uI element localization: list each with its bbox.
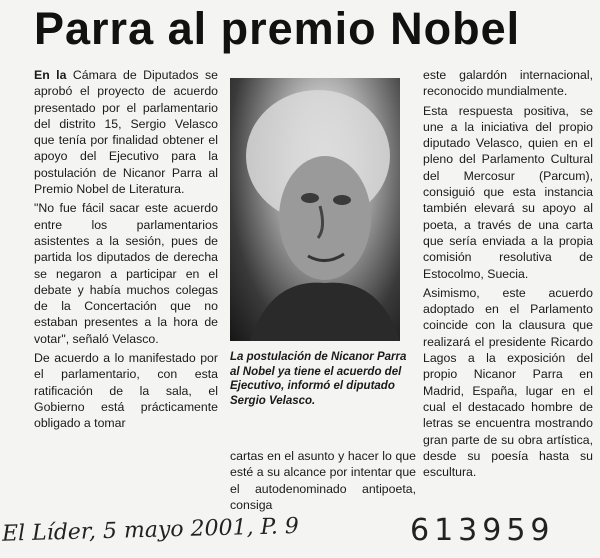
article-column-2 [230, 448, 416, 513]
paragraph: De acuerdo a lo manifestado por el parlamentario, con esta ratificación de la sala, el Gobierno está prácticamente obligado a tomar [34, 351, 218, 431]
article-column-3 [423, 67, 593, 480]
article-column-1 [34, 67, 218, 432]
paragraph [34, 67, 218, 197]
paragraph: Esta respuesta positiva, se une a la iniciativa del propio diputado Velasco, quien en el pleno del Parlamento Cultural del Mercosur (Parcum), consiguió que esta instancia también elevará su apoyo al poeta, a través de una carta que sería enviada a la propia comisión resolutiva de Estocolmo, Suecia. [423, 103, 593, 281]
paragraph: "No fue fácil sacar este acuerdo entre los parlamentarios asistentes a la sesión, pues de partida los diputados de derecha se negaron a participar en el debate y había muchos colegas de la Concertación que no estaban presentes a la hora de votar", señaló Velasco. [34, 201, 218, 346]
photo-caption: La postulación de Nicanor Parra al Nobel ya tiene el acuerdo del Ejecutivo, informó el diputado Sergio Velasco. [230, 351, 407, 407]
headline: Parra al premio Nobel [34, 3, 521, 54]
portrait-photo [230, 78, 400, 341]
handwritten-source-note: El Líder, 5 mayo 2001, P. 9 [1, 513, 300, 547]
paragraph-text: Cámara de Diputados se aprobó el proyecto de acuerdo presentado por el parlamentario del distrito 15, Sergio Velasco que tenía por finalidad obtener el apoyo del Ejecutivo para la postulación de Nicanor Parra al Premio Nobel de Literatura. [34, 68, 218, 197]
paragraph: Asimismo, este acuerdo adoptado en el Parlamento coincide con la clausura que realizará el presidente Ricardo Lagos a la exposición del propio Nicanor Parra en Madrid, España, lugar en el cual el destacado hombre de letras se encuentra mostrando gran parte de su obra artística, desde su poesía hasta su escultura. [423, 285, 593, 480]
paragraph: este galardón internacional, reconocido mundialmente. [423, 68, 593, 99]
paragraph: cartas en el asunto y hacer lo que esté a su alcance por intentar que el autodenominado antipoeta, consiga [230, 449, 416, 512]
lead-in: En la [34, 68, 67, 82]
handwritten-reference-number: 613959 [410, 513, 555, 548]
portrait-illustration [230, 78, 400, 341]
